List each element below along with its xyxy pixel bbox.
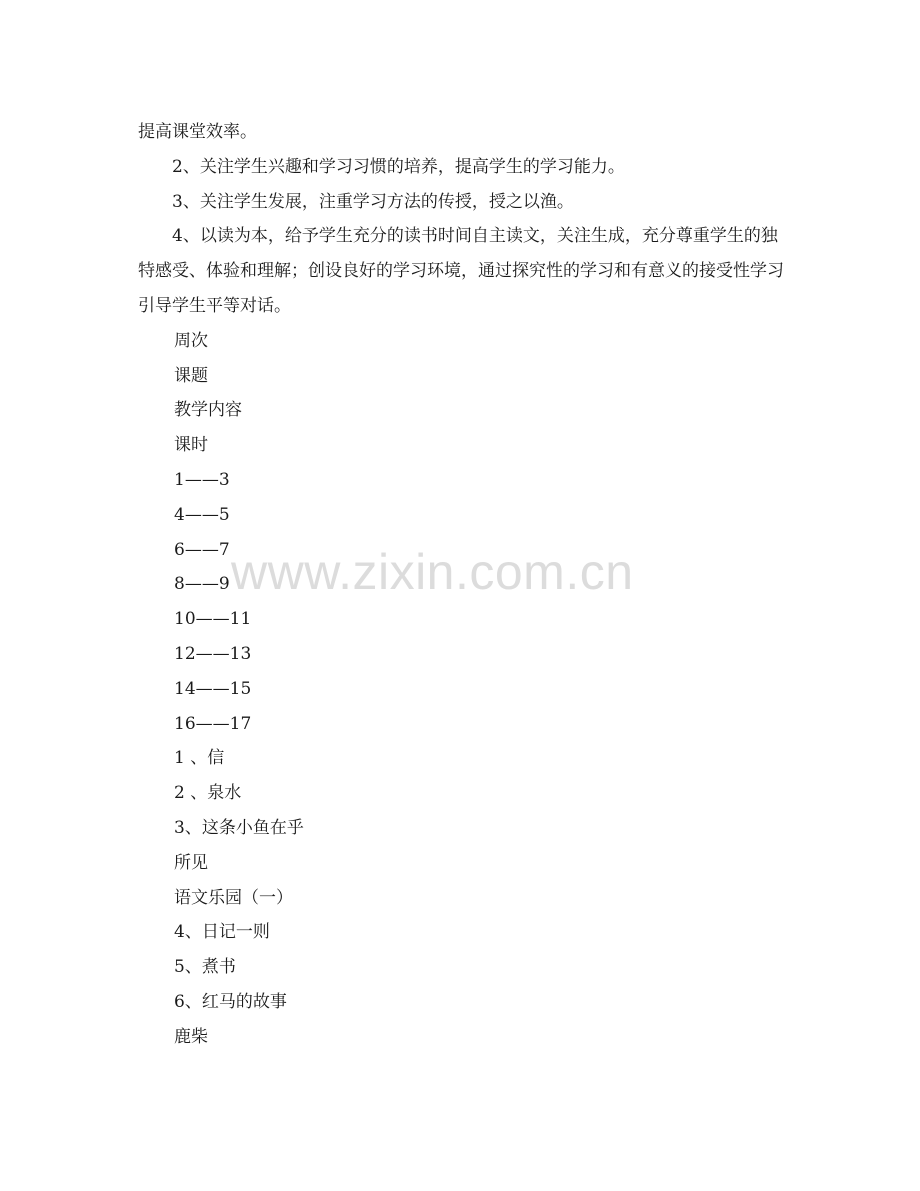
lesson-title: 鹿柴: [174, 1026, 208, 1047]
week-range: 12——13: [174, 643, 252, 664]
lesson-title: 2 、泉水: [174, 783, 242, 804]
week-range: 6——7: [174, 539, 230, 560]
paragraph-item-2: 2、关注学生兴趣和学习习惯的培养，提高学生的学习能力。: [172, 156, 625, 177]
week-range: 10——11: [174, 609, 252, 630]
lesson-title: 语文乐园（一）: [174, 887, 293, 908]
week-range: 1——3: [174, 469, 230, 490]
table-header-content: 教学内容: [174, 400, 242, 421]
paragraph-continuation: 提高课堂效率。: [138, 122, 257, 142]
week-range: 14——15: [174, 678, 252, 699]
paragraph-item-4: 4、以读为本，给予学生充分的读书时间自主读文，关注生成，充分尊重学生的独特感受、体验和理解；创设良好的学习环境，通过探究性的学习和有意义的接受性学习引导学生平等对话。: [138, 226, 784, 316]
table-header-week: 周次: [174, 330, 208, 351]
lesson-title: 5、煮书: [174, 957, 236, 978]
document-body: [138, 115, 788, 1055]
lesson-title: 1 、信: [174, 748, 225, 769]
lesson-title: 3、这条小鱼在乎: [174, 817, 304, 838]
week-range: 8——9: [174, 574, 230, 595]
week-range: 4——5: [174, 504, 230, 525]
week-range: 16——17: [174, 713, 252, 734]
lesson-title: 所见: [174, 852, 208, 873]
watermark: www.zixin.com.cn: [231, 544, 634, 600]
lesson-title: 6、红马的故事: [174, 991, 287, 1012]
table-header-lesson: 课题: [174, 365, 208, 386]
table-header-hours: 课时: [174, 435, 208, 456]
paragraph-item-3: 3、关注学生发展，注重学习方法的传授，授之以渔。: [172, 191, 574, 212]
lesson-title: 4、日记一则: [174, 922, 270, 943]
